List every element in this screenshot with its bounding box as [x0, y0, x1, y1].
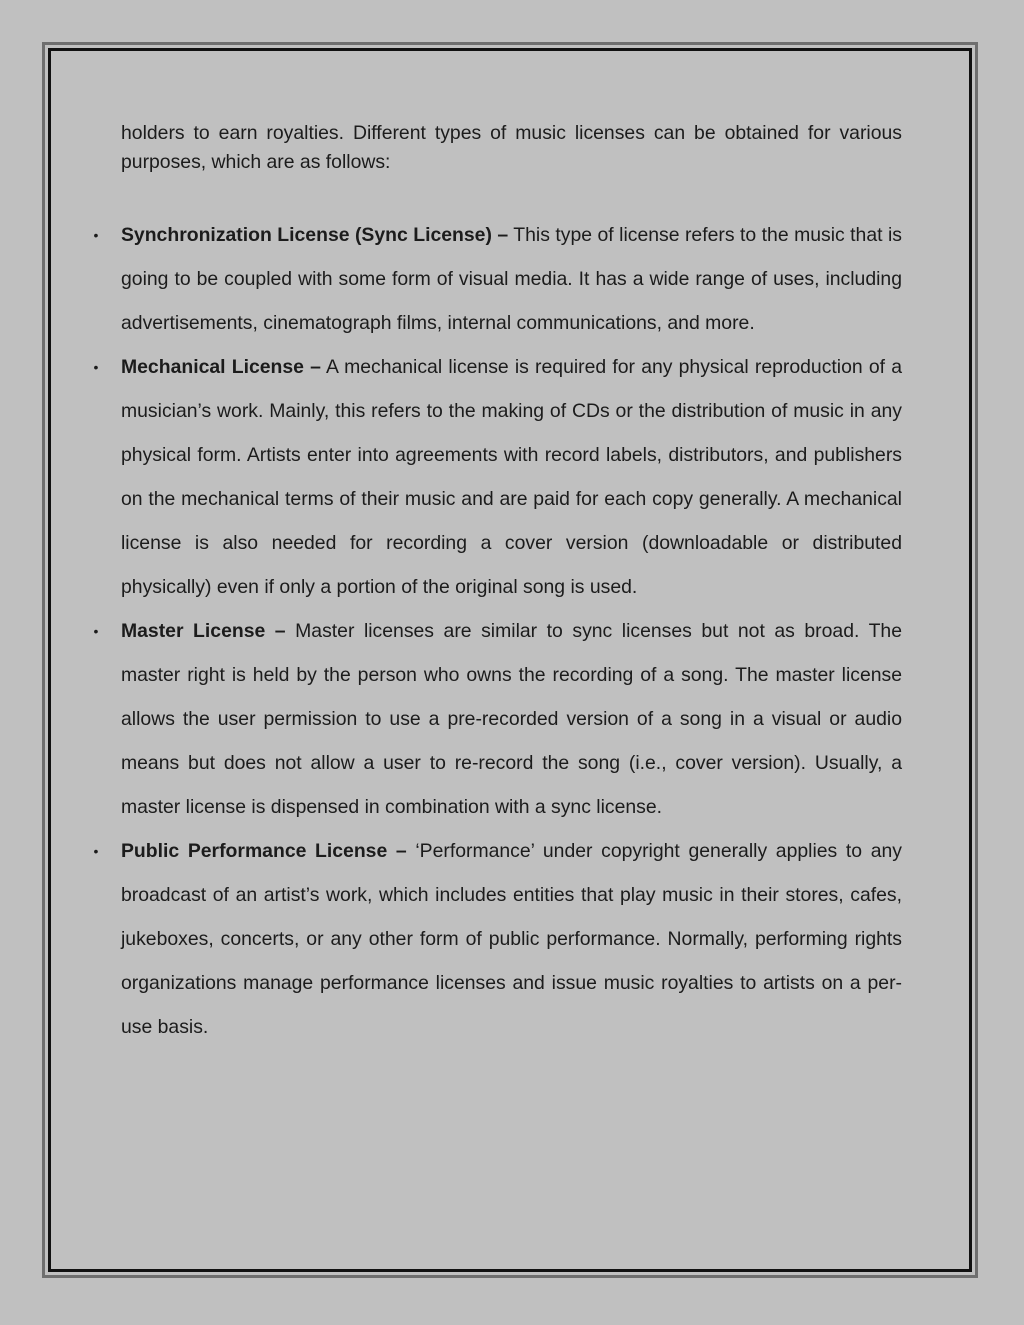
list-item-public-performance-license: [93, 829, 902, 1049]
list-item-sync-license: [93, 213, 902, 345]
description-mechanical-license: A mechanical license is required for any physical reproduction of a musician’s work. Mainly, this refers to the making of CDs or the distribution of music in any physical form. Artists enter into agreements with record labels, distributors, and publishers on the mechanical terms of their music and are paid for each copy generally. A mechanical license is also needed for recording a cover version (downloadable or distributed physically) even if only a portion of the original song is used.: [121, 356, 902, 598]
license-types-list: [93, 213, 902, 1049]
term-sync-license: Synchronization License (Sync License) –: [121, 224, 509, 246]
term-mechanical-license: Mechanical License –: [121, 356, 321, 378]
description-master-license: Master licenses are similar to sync licenses but not as broad. The master right is held by the person who owns the recording of a song. The master license allows the user permission to use a pre-recorded version of a song in a visual or audio means but does not allow a user to re-record the song (i.e., cover version). Usually, a master license is dispensed in combination with a sync license.: [121, 620, 902, 818]
bullet-icon: •: [93, 359, 99, 375]
description-public-performance-license: ‘Performance’ under copyright generally applies to any broadcast of an artist’s work, which includes entities that play music in their stores, cafes, jukeboxes, concerts, or any other form of public performance. Normally, performing rights organizations manage performance licenses and issue music royalties to artists on a per-use basis.: [121, 840, 902, 1038]
bullet-icon: •: [93, 623, 99, 639]
list-item-master-license: [93, 609, 902, 829]
bullet-icon: •: [93, 227, 99, 243]
bullet-icon: •: [93, 843, 99, 859]
description-sync-license: This type of license refers to the music that is going to be coupled with some form of visual media. It has a wide range of uses, including advertisements, cinematograph films, internal communications, and more.: [121, 224, 902, 334]
document-body: [93, 119, 902, 1049]
list-item-mechanical-license: [93, 345, 902, 609]
intro-paragraph: holders to earn royalties. Different types of music licenses can be obtained for various purposes, which are as follows:: [121, 122, 902, 173]
term-public-performance-license: Public Performance License –: [121, 840, 407, 862]
term-master-license: Master License –: [121, 620, 286, 642]
